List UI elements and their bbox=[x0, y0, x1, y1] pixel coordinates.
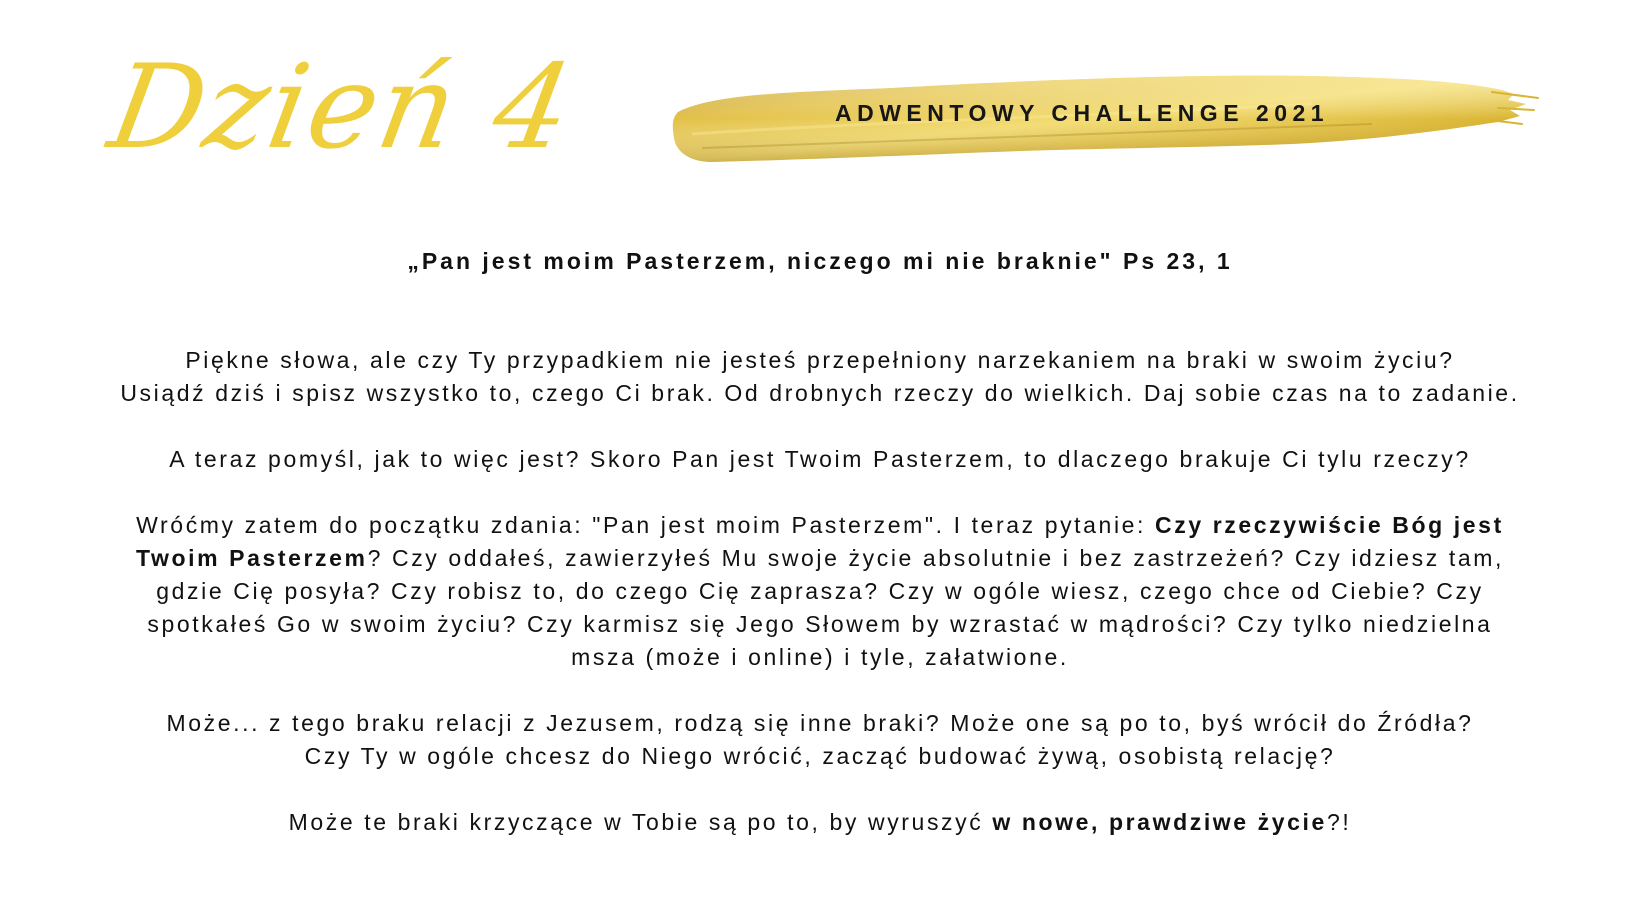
text-segment: ?! bbox=[1326, 809, 1352, 835]
text-segment: ? Czy oddałeś, zawierzyłeś Mu swoje życie absolutnie i bez zastrzeżeń? Czy idziesz tam, bbox=[367, 545, 1504, 571]
bold-phrase: w nowe, prawdziwe życie bbox=[992, 809, 1327, 835]
psalm-quote: „Pan jest moim Pasterzem, niczego mi nie braknie" Ps 23, 1 bbox=[407, 248, 1233, 274]
text-line: msza (może i online) i tyle, załatwione. bbox=[571, 644, 1069, 670]
text-line: Usiądź dziś i spisz wszystko to, czego Ci brak. Od drobnych rzeczy do wielkich. Daj sobie czas na to zadanie. bbox=[120, 380, 1520, 406]
text-line: spotkałeś Go w swoim życiu? Czy karmisz się Jego Słowem by wzrastać w mądrości? Czy tylko niedzielna bbox=[147, 611, 1493, 637]
bold-question: Czy rzeczywiście Bóg jest bbox=[1155, 512, 1504, 538]
text-line: A teraz pomyśl, jak to więc jest? Skoro Pan jest Twoim Pasterzem, to dlaczego brakuje Ci tylu rzeczy? bbox=[169, 446, 1471, 472]
text-segment: Wróćmy zatem do początku zdania: "Pan jest moim Pasterzem". I teraz pytanie: bbox=[136, 512, 1156, 538]
text-line bbox=[40, 509, 1600, 542]
reflection-body bbox=[40, 344, 1600, 872]
paragraph-3 bbox=[40, 509, 1600, 674]
text-line: gdzie Cię posyła? Czy robisz to, do czego Cię zaprasza? Czy w ogóle wiesz, czego chce od Ciebie? Czy bbox=[156, 578, 1484, 604]
day-title: Dzień 4 bbox=[100, 40, 584, 175]
bold-question: Twoim Pasterzem bbox=[136, 545, 368, 571]
gold-brush-banner bbox=[672, 64, 1540, 176]
paragraph-5 bbox=[40, 806, 1600, 839]
challenge-label: ADWENTOWY CHALLENGE 2021 bbox=[835, 100, 1330, 126]
paragraph-4 bbox=[40, 707, 1600, 773]
text-line bbox=[40, 806, 1600, 839]
text-segment: Może te braki krzyczące w Tobie są po to, by wyruszyć bbox=[288, 809, 993, 835]
paragraph-2 bbox=[40, 443, 1600, 476]
text-line: Może... z tego braku relacji z Jezusem, rodzą się inne braki? Może one są po to, byś wrócił do Źródła? bbox=[166, 710, 1474, 736]
text-line: Piękne słowa, ale czy Ty przypadkiem nie jesteś przepełniony narzekaniem na braki w swoim życiu? bbox=[185, 347, 1455, 373]
paragraph-1 bbox=[40, 344, 1600, 410]
text-line bbox=[40, 542, 1600, 575]
text-line: Czy Ty w ogóle chcesz do Niego wrócić, zacząć budować żywą, osobistą relację? bbox=[304, 743, 1336, 769]
